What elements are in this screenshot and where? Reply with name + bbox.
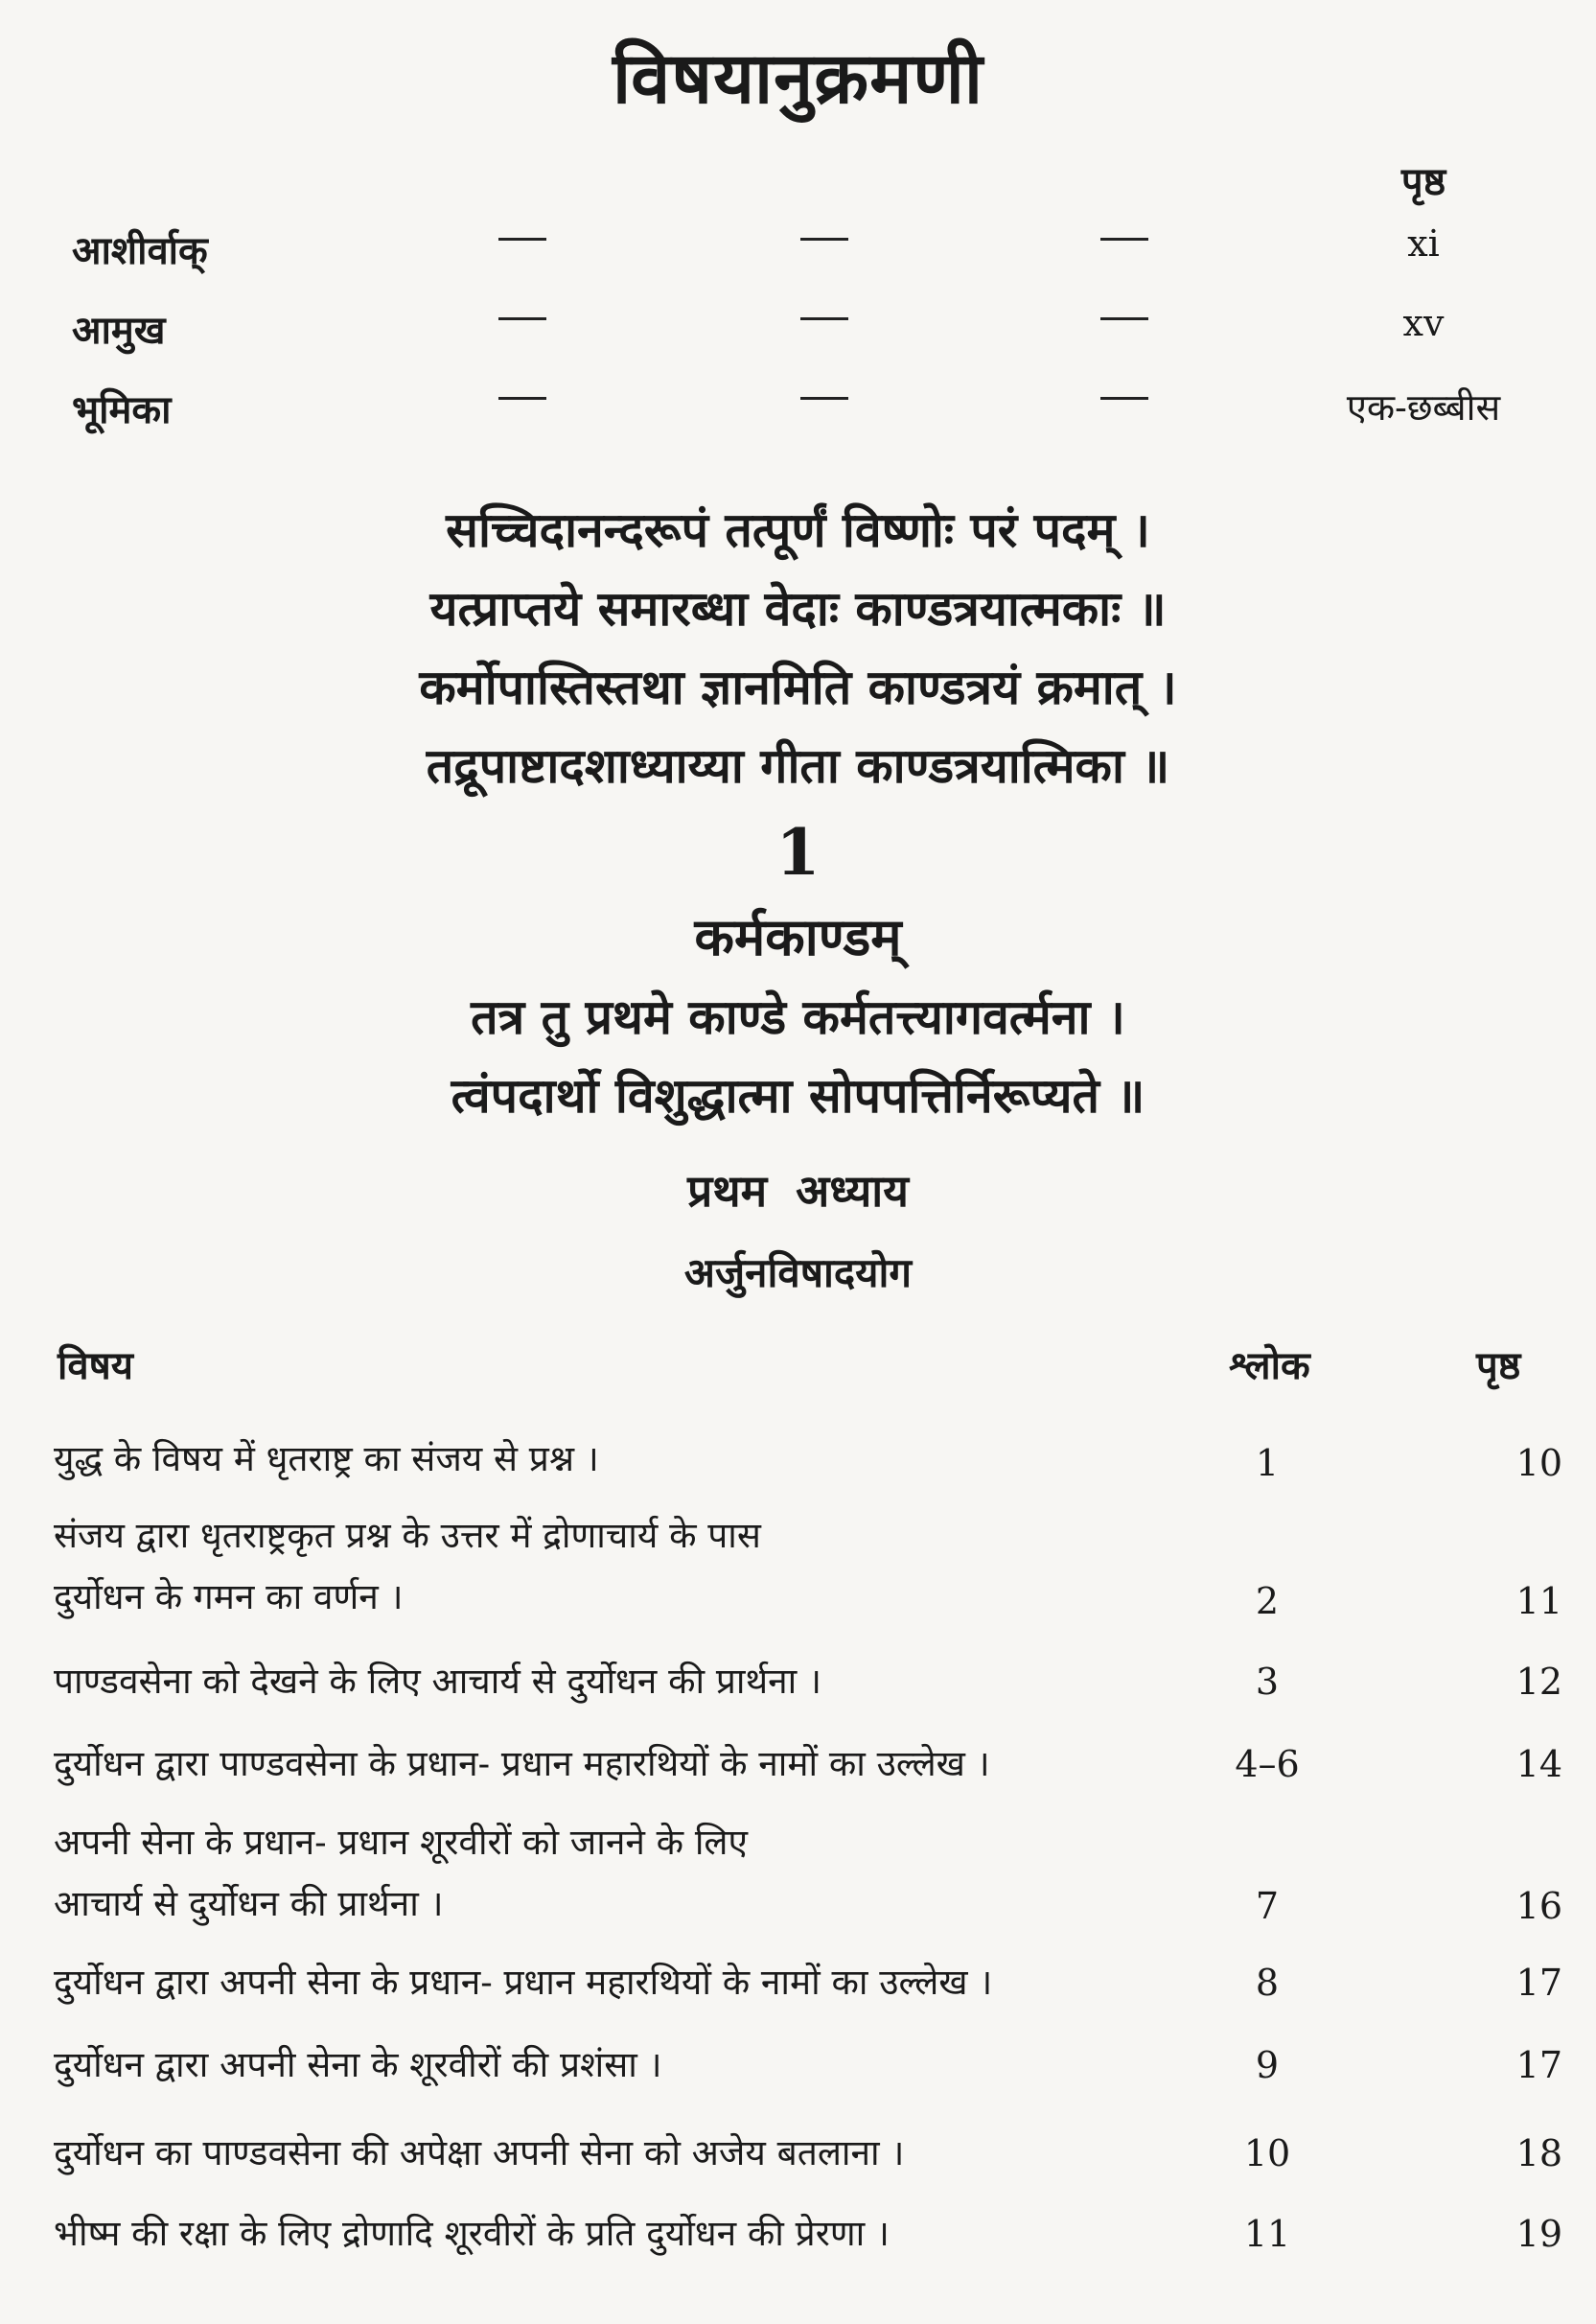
entry-shloka: 10 xyxy=(1243,2132,1291,2174)
verse-line: सच्चिदानन्दरूपं तत्पूर्णं विष्णोः परं पदम् । xyxy=(446,501,1150,558)
entry-subject xyxy=(54,2034,1185,2096)
entry-subject xyxy=(54,1429,1185,1490)
section-number: 1 xyxy=(775,815,821,890)
section-title: कर्मकाण्डम् xyxy=(694,906,902,967)
entry-line: अपनी सेना के प्रधान- प्रधान शूरवीरों को जानने के लिए xyxy=(54,1822,748,1863)
front-matter-label: आमुख xyxy=(72,308,166,353)
invocation-verse xyxy=(0,491,1596,805)
entry-line: पाण्डवसेना को देखने के लिए आचार्य से दुर्योधन की प्रार्थना । xyxy=(54,1661,822,1702)
front-matter-page: एक-छब्बीस xyxy=(1346,386,1501,429)
entry-page: 17 xyxy=(1515,2044,1562,2086)
front-matter-row xyxy=(0,302,1596,369)
entry-page: 14 xyxy=(1515,1743,1562,1785)
chapter-subtitle: अर्जुनविषादयोग xyxy=(683,1249,913,1296)
entry-page: 18 xyxy=(1515,2132,1562,2174)
leader-dash xyxy=(1100,317,1148,320)
leader-dash xyxy=(498,317,546,320)
front-matter-page: xv xyxy=(1402,302,1445,344)
entry-subject xyxy=(54,2123,1185,2184)
entry-shloka: 3 xyxy=(1255,1661,1280,1703)
leader-dash xyxy=(800,317,848,320)
entry-page: 16 xyxy=(1515,1885,1562,1927)
entry-line: दुर्योधन का पाण्डवसेना की अपेक्षा अपनी सेना को अजेय बतलाना । xyxy=(54,2132,905,2173)
verse-line: यत्प्राप्तये समारब्धा वेदाः काण्डत्रयात्मकाः ॥ xyxy=(429,580,1167,637)
entry-shloka: 9 xyxy=(1255,2044,1280,2086)
entry-shloka: 11 xyxy=(1243,2213,1291,2255)
column-header-page: पृष्ठ xyxy=(1476,1343,1521,1388)
entry-shloka: 1 xyxy=(1255,1442,1280,1484)
entry-shloka: 8 xyxy=(1255,1962,1280,2004)
entry-page: 11 xyxy=(1515,1580,1562,1622)
entry-subject xyxy=(54,1952,1185,2013)
chapter-name: प्रथम अध्याय xyxy=(687,1165,909,1217)
entry-line: संजय द्वारा धृतराष्ट्रकृत प्रश्न के उत्तर में द्रोणाचार्य के पास xyxy=(54,1515,761,1556)
entry-line: दुर्योधन द्वारा अपनी सेना के शूरवीरों की प्रशंसा । xyxy=(54,2044,662,2085)
entry-subject xyxy=(54,2203,1185,2265)
front-matter-label: भूमिका xyxy=(72,387,172,432)
entry-shloka: 7 xyxy=(1255,1885,1280,1927)
entry-line: दुर्योधन द्वारा अपनी सेना के प्रधान- प्रधान महारथियों के नामों का उल्लेख । xyxy=(54,1962,993,2003)
front-matter-row xyxy=(0,222,1596,290)
entry-subject xyxy=(54,1733,1185,1795)
entry-line: युद्ध के विषय में धृतराष्ट्र का संजय से प्रश्न । xyxy=(54,1438,599,1479)
leader-dash xyxy=(498,238,546,241)
verse-line: कर्मोपास्तिस्तथा ज्ञानमिति काण्डत्रयं क्रमात् । xyxy=(419,659,1177,715)
leader-dash xyxy=(1100,238,1148,241)
entry-line: आचार्य से दुर्योधन की प्रार्थना । xyxy=(54,1883,444,1924)
front-matter-label: आशीर्वाक् xyxy=(72,228,208,273)
entry-line: दुर्योधन के गमन का वर्णन । xyxy=(54,1576,404,1617)
entry-page: 17 xyxy=(1515,1962,1562,2004)
page-title: विषयानुक्रमणी xyxy=(613,37,983,120)
entry-shloka: 2 xyxy=(1255,1580,1280,1622)
entry-line: दुर्योधन द्वारा पाण्डवसेना के प्रधान- प्रधान महारथियों के नामों का उल्लेख । xyxy=(54,1743,990,1784)
front-matter-row xyxy=(0,382,1596,449)
entry-subject xyxy=(54,1812,1185,1935)
leader-dash xyxy=(498,397,546,400)
entry-page: 12 xyxy=(1515,1661,1562,1703)
leader-dash xyxy=(1100,397,1148,400)
leader-dash xyxy=(800,238,848,241)
verse-line: त्वंपदार्थो विशुद्धात्मा सोपपत्तिर्निरूप्यते ॥ xyxy=(451,1067,1145,1124)
front-matter-page-header: पृष्ठ xyxy=(1400,159,1446,204)
column-header-subject: विषय xyxy=(58,1343,133,1388)
entry-page: 10 xyxy=(1515,1442,1562,1484)
column-header-shloka: श्लोक xyxy=(1229,1343,1310,1388)
leader-dash xyxy=(800,397,848,400)
section-verse xyxy=(0,978,1596,1135)
front-matter-page: xi xyxy=(1407,222,1440,265)
entry-shloka: 4–6 xyxy=(1235,1743,1300,1785)
entry-subject xyxy=(54,1505,1185,1628)
entry-subject xyxy=(54,1651,1185,1712)
entry-page: 19 xyxy=(1515,2213,1562,2255)
verse-line: तत्र तु प्रथमे काण्डे कर्मतत्त्यागवर्त्मना । xyxy=(471,988,1125,1045)
verse-line: तद्रूपाष्टादशाध्याय्या गीता काण्डत्रयात्मिका ॥ xyxy=(426,737,1170,794)
entry-line: भीष्म की रक्षा के लिए द्रोणादि शूरवीरों के प्रति दुर्योधन की प्रेरणा । xyxy=(54,2213,890,2254)
